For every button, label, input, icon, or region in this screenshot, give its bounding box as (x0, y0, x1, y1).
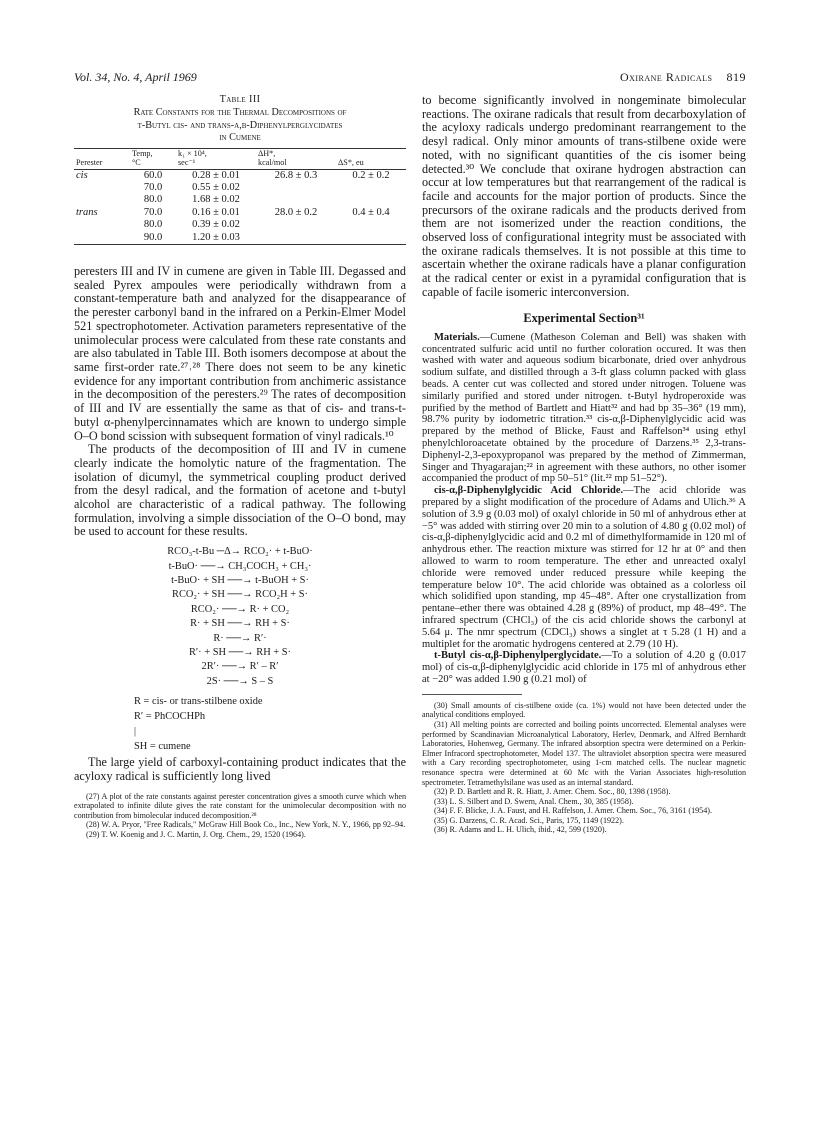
run-in-heading: t-Butyl cis-α,β-Diphenylperglycidate. (434, 650, 602, 662)
experimental-text (422, 332, 746, 686)
paragraph: The products of the decomposition of III and IV in cumene clearly indicate the homolytic nature of the fragmentation. The isolation of dicumyl, the symmetrical coupling product derived from the desyl radical, and the formation of acetone and t-butyl alcohol are characteristic of a radical pathway. The following formulation, involving a simple dissociation of the O–O bond, may be used to account for these results. (74, 442, 406, 539)
run-in-heading: cis-α,β-Diphenylglycidic Acid Chloride. (434, 485, 624, 497)
cell-temp: 70.0 (143, 206, 163, 218)
reaction-scheme (74, 545, 406, 689)
table-header-row (74, 148, 406, 169)
col-header-enthalpy: ΔH*, kcal/mol (256, 148, 336, 169)
footnote: (30) Small amounts of cis-stilbene oxide (ca. 1%) would not have been detected under the analytical conditions employed. (422, 700, 746, 720)
table-title-line-3: in Cumene (219, 132, 261, 144)
cell-enthalpy: 26.8 ± 0.3 (274, 169, 318, 181)
cell-entropy (336, 232, 406, 245)
cell-rate: 0.28 ± 0.01 (192, 169, 240, 181)
paragraph-text: —To a solution of 4.20 g (0.017 mol) of cis-α,β-diphenylglycidic acid chloride in 175 ml of anhydrous ether at −20° was added 1.90 g (0.21 mol) of (422, 650, 746, 685)
journal-issue: Vol. 34, No. 4, April 1969 (74, 70, 197, 84)
paragraph-text: —Cumene (Matheson Coleman and Bell) was shaken with concentrated sulfuric acid until no further coloration occured. It was then washed with water and aqueous sodium bicarbonate, dried over anhydrous sodium sulfate, and distilled through a 3-ft glass column packed with glass beads. A center cut was collected and stored under nitrogen. Toluene was similarly purified and stored under nitrogen. t-Butyl hydroperoxide was purified by the method of Bartlett and Hiatt³² and had bp 35–36° (19 mm), 98.7% purity by iodometric titration.³³ cis-α,β-Diphenylglycidic acid was prepared by the method of Blicke, Faust and Raffelson³⁴ using ethyl phenylchloroacetate obtained by the procedure of Darzens.³⁵ 2,3-trans-Diphenyl-2,3-epoxypropanol was prepared by the method of Zimmerman, Singer and Thyagarajan;²² in agreement with these authors, no other isomer accompanied the product of mp 50–51° (lit.²² mp 51–52°). (422, 331, 746, 485)
symbol-definitions (74, 694, 406, 754)
table-row (74, 207, 406, 219)
cell-temp: 70.0 (143, 182, 163, 194)
bond-bar: | (134, 726, 137, 738)
cell-rate: 1.68 ± 0.02 (192, 194, 240, 206)
cell-entropy: 0.2 ± 0.2 (352, 169, 390, 181)
right-column (422, 94, 746, 835)
table-row (74, 219, 406, 231)
col-header-temp: Temp, °C (130, 148, 176, 169)
paragraph: The large yield of carboxyl-containing product indicates that the acyloxy radical is sufficiently long lived (74, 755, 406, 783)
paragraph (422, 332, 746, 485)
reaction-equation: RCO₃-t-Bu ─Δ→ RCO₂· + t-BuO· (167, 546, 313, 558)
reaction-equation: R· ──→ R′· (213, 632, 267, 644)
definition-sh: SH = cumene (134, 741, 191, 753)
paragraph (422, 650, 746, 685)
reaction-equation: 2R′· ──→ R′ – R′ (201, 661, 279, 673)
cell-enthalpy (256, 182, 336, 194)
footnote-divider (422, 694, 522, 695)
cell-entropy (336, 219, 406, 231)
cell-enthalpy (256, 232, 336, 245)
running-title: Oxirane Radicals (619, 70, 713, 84)
definition-r: R = cis- or trans-stilbene oxide (134, 696, 263, 708)
cell-temp: 60.0 (143, 169, 163, 181)
paragraph: to become significantly involved in nongeminate bimolecular reactions. The oxirane radicals that result from decarboxylation of the acyloxy radicals undergo predominant rearrangement to the desyl radical. Only minor amounts of trans-stilbene oxide were noted, with no significant quantities of the cis isomer being detected.³⁰ We conclude that oxirane hydrogen abstraction can occur at low temperatures but that rearrangement of the radical is facile and accounts for the major portion of products. Since the precursors of the oxirane radicals and the products derived from them are not isomerized under the reaction conditions, the observed loss of configurational integrity must be associated with the oxirane radicals themselves. It is not possible at this time to ascertain whether the oxirane radicals have a planar configuration at the radical center or exist in a pyramidal configuration that is capable of facile isomeric interconversion. (422, 93, 746, 299)
cell-enthalpy (256, 194, 336, 206)
cell-perester: cis (76, 169, 88, 181)
footnote: (29) T. W. Koenig and J. C. Martin, J. Org. Chem., 29, 1520 (1964). (86, 829, 306, 839)
col-header-entropy: ΔS*, eu (336, 148, 406, 169)
footnote: (36) R. Adams and L. H. Ulich, ibid., 42, 599 (1920). (434, 825, 607, 835)
running-head (74, 70, 746, 86)
table-row (74, 169, 406, 182)
right-body-text (422, 94, 746, 300)
cell-rate: 1.20 ± 0.03 (176, 232, 256, 245)
table-label: Table III (219, 94, 261, 105)
left-footnotes (74, 792, 406, 840)
cell-enthalpy (256, 219, 336, 231)
rate-constants-table (74, 148, 406, 245)
cell-rate: 0.39 ± 0.02 (192, 219, 240, 231)
cell-temp: 80.0 (143, 219, 163, 231)
table-row (74, 232, 406, 245)
table-title-line-1: Rate Constants for the Thermal Decompositions of (133, 107, 347, 119)
definition-r-prime: R′ = PhCOCHPh (134, 711, 206, 723)
footnote: (32) P. D. Bartlett and R. R. Hiatt, J. Amer. Chem. Soc., 80, 1398 (1958). (434, 787, 671, 797)
cell-rate: 0.55 ± 0.02 (192, 182, 240, 194)
reaction-equation: RCO₂· ──→ R· + CO₂ (190, 603, 290, 615)
table-row (74, 194, 406, 206)
cell-perester (74, 182, 130, 194)
footnote: (33) L. S. Silbert and D. Swern, Anal. Chem., 30, 385 (1958). (434, 796, 634, 806)
cell-perester (74, 194, 130, 206)
cell-rate: 0.16 ± 0.01 (192, 206, 240, 218)
reaction-equation: R′· + SH ──→ RH + S· (188, 646, 292, 658)
paragraph-text: —The acid chloride was prepared by a slight modification of the procedure of Adams and Ulich.³⁶ A solution of 3.9 g (0.03 mol) of oxalyl chloride in 50 ml of anhydrous ether at −5° was added with stirring over 20 min to a solution of 4.80 g (0.02 mol) of cis-α,β-diphenylglycidic acid and 0.2 ml of dimethylformamide in 120 ml of anhydrous ether. The reaction mixture was stirred for 12 hr at 0° and then allowed to warm to room temperature. The ether and unreacted oxalyl chloride were removed under reduced pressure while keeping the temperature below 10°. The acid chloride was obtained as a colorless oil which solidified upon standing, mp 45–48°. After one crystallization from pentane–ether there was obtained 4.28 g (89%) of product, mp 48–49°. The infrared spectrum (CHCl₃) of the cis acid chloride shows the carbonyl at 5.64 μ. The nmr spectrum (CDCl₃) shows a singlet at τ 5.28 (1 H) and a multiplet for the aromatic hydrogens centered at 2.79 (10 H). (422, 485, 746, 650)
col-header-rate: k₁ × 10⁴, sec⁻¹ (176, 148, 256, 169)
paragraph: peresters III and IV in cumene are given in Table III. Degassed and sealed Pyrex ampoules were periodically withdrawn from a constant-temperature bath and analyzed for the disappearance of the perester carbonyl band in the infrared on a Perkin-Elmer Model 521 spectrophotometer. Activation parameters representative of the unimolecular process were calculated from these rate constants and are also tabulated in Table III. Both isomers decompose at about the same first-order rate.²⁷˒²⁸ There does not seem to be any kinetic evidence for any important contribution from anchimeric assistance in the decomposition of the peresters.²⁹ The rates of decomposition of III and IV are essentially the same as that of cis- and trans-t-butyl α-phenylpercinnamates which are known to undergo simple O–O bond scission with subsequent formation of vinyl radicals.¹⁰ (74, 264, 406, 443)
page-number: 819 (726, 70, 746, 84)
cell-temp: 80.0 (143, 194, 163, 206)
table-caption (74, 94, 406, 145)
cell-enthalpy: 28.0 ± 0.2 (274, 206, 318, 218)
reaction-equation: R· + SH ──→ RH + S· (190, 618, 290, 630)
col-header-perester: Perester (74, 148, 130, 169)
cell-perester: trans (76, 206, 98, 218)
right-footnotes (422, 701, 746, 835)
running-title-and-page (620, 70, 746, 85)
reaction-equation: RCO₂· + SH ──→ RCO₂H + S· (172, 589, 308, 601)
footnote: (28) W. A. Pryor, "Free Radicals," McGraw Hill Book Co., Inc., New York, N. Y., 1966, pp 92–94. (86, 820, 406, 830)
section-heading: Experimental Section³¹ (523, 310, 645, 325)
footnote: (27) A plot of the rate constants against perester concentration gives a smooth curve which when extrapolated to infinite dilute gives the rate constant for the unimolecular decomposition with no contribution from bimolecular induced decomposition.²⁸ (74, 791, 406, 820)
table-title-line-2: t-Butyl cis- and trans-α,β-Diphenylperglycidates (137, 119, 343, 131)
cell-entropy (336, 182, 406, 194)
left-body-text (74, 265, 406, 539)
table-row (74, 182, 406, 194)
run-in-heading: Materials. (434, 331, 480, 343)
left-body-text-end (74, 756, 406, 783)
paragraph (422, 485, 746, 650)
cell-perester (74, 232, 130, 245)
reaction-equation: 2S· ──→ S – S (206, 675, 274, 687)
cell-entropy: 0.4 ± 0.4 (352, 206, 390, 218)
footnote: (35) G. Darzens, C. R. Acad. Sci., Paris, 175, 1149 (1922). (434, 815, 624, 825)
cell-entropy (336, 194, 406, 206)
reaction-equation: t-BuO· ──→ CH₃COCH₃ + CH₃· (168, 560, 312, 572)
cell-temp: 90.0 (130, 232, 176, 245)
cell-perester (74, 219, 130, 231)
footnote: (34) F. F. Blicke, J. A. Faust, and H. Raffelson, J. Amer. Chem. Soc., 76, 3161 (1954). (434, 806, 712, 816)
left-column (74, 94, 406, 840)
reaction-equation: t-BuO· + SH ──→ t-BuOH + S· (171, 574, 309, 586)
footnote: (31) All melting points are corrected and boiling points uncorrected. Elemental analyses were performed by Scandinavian Microanalytical Laboratory, Herlev, Denmark, and Alfred Bernhardt Laboratories, Hohenweg, Germany. The infrared absorption spectra were determined on a Perkin-Elmer Infracord spectrophotometer, Model 137. The ultraviolet absorption spectra were measured with a Cary recording spectrophotometer, using 1-cm matched cells. The nuclear magnetic resonance spectra were determined at 60 Mc with the Varian Associates high-resolution spectrometer. Tetramethylsilane was used as an internal standard. (422, 719, 746, 787)
